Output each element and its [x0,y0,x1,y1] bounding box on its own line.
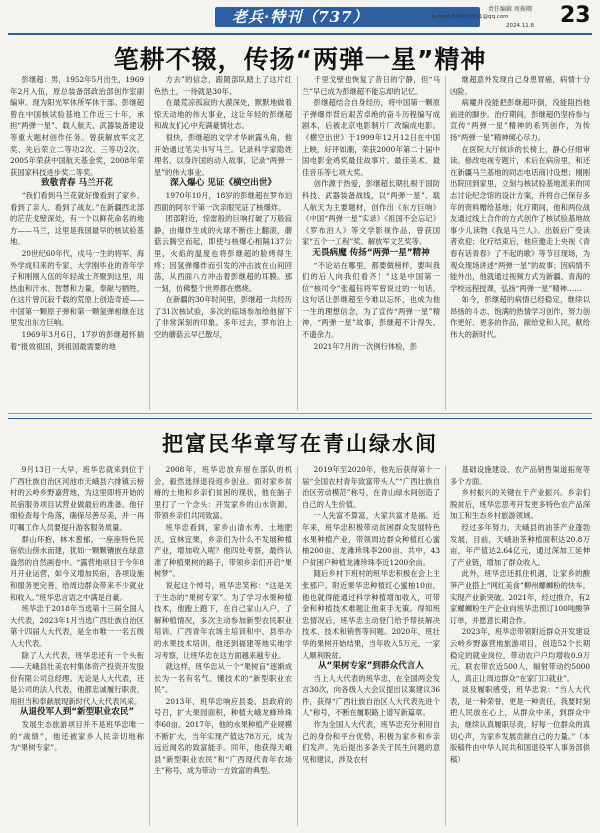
article1-column-1 [10,74,144,412]
body-paragraph: 就这样，班华忠从一个“果树盲”逐渐成长为一名有名气、懂技术的“新型职业农民”。 [154,662,292,695]
body-paragraph: 2023年，班华忠带领附近群众开发建设云岭乡野嘉营地旅游项目，创造52个长期稳定的就业岗位，带动农户户均增收0.9万元，联农带农近500人，辐射带动约5000人，真正让周边群众“在家门口就业”。 [450,627,590,683]
article-separator [8,413,592,414]
column-divider [445,466,446,826]
article2-column-2 [154,464,292,828]
issue-date: 2024.11.8 [506,23,534,29]
body-paragraph: 在医院大厅候诊的长椅上，静心仔细审读、修改电视专题片，术后在病房里，和还在新疆马兰基地的同志电话商讨设想；刚刚出院回到家里，立刻与核试验基地派来的同志讨论纪念馆的设计方案，并将自己保存多年的资料赠给基地；化疗期间，他和两位战友通过线上合作的方式创作了核试验基地故事少儿读物《我是马兰人》。出版后广受读者欢迎；化疗结束后，他应邀走上央视《青春有话青春》了不起的歌》等节目现场，为观众现场讲述“两弹一星”的故事；因病情不能外出，他就通过视频方式为新疆、青海的学校远程授课，弘扬“两弹一星”精神…… [450,144,590,293]
body-paragraph: 班华忠看到，家乡山清水秀、土地肥沃，宜林宜果，乡亲们为什么不发展种植产业，增加收入呢？他四处考察，最终认准了种植果树的路子，带领乡亲们开启“果树梦”。 [154,522,292,579]
body-paragraph: 发展生态旅游项目并不是班华忠唯一的“战绩”，他还被家乡人民亲切地称为“果树专家”。 [10,720,144,753]
body-paragraph: 基础设施建设、农产品销售渠道拓宽等多个方面。 [450,465,590,486]
body-paragraph: 9月13日一大早，班华忠就来到位于广西壮族自治区河池市天峨县六排镇云榜村的云岭乡野嘉营地，为这里即将开始的民宿服务项目试营业做最后的准备。他仔细检查每个角落，确保尽善尽美，并一再叮嘱工作人员要提升游客服务质量。 [10,465,144,532]
body-paragraph: 团部附近，惊雷般的巨响打破了万般寂静，由爆炸生成的火球不断往上翻滚，蘑菇云腾空而起，即使与核爆心相隔137公里，火焰的温度也将彭继超的脸烤得生疼；因氢弹爆炸而引发的冲击波在山间回荡，从西面八方冲击着彭继超的耳膜。那一刻，仿佛整个世界都在燃烧。 [154,214,292,293]
masthead [0,0,600,36]
page-number: 23 [560,3,591,28]
article1-column-3 [302,74,440,412]
body-paragraph: 2021年7月的一次例行体检，彭 [313,341,418,351]
article1-headline: 笔耕不辍，传扬“两弹一星”精神 [113,45,487,74]
body-paragraph: 班华忠于2018年当选第十三届全国人大代表，2023年1月当选广西壮族自治区第十四届人大代表，是全市唯一一名五级人大代表。 [10,604,144,648]
subheading: 从退役军人到“新型职业农民” [19,707,135,718]
subheading: 深入爆心 见证《横空出世》 [169,178,277,189]
body-paragraph: 2013年，班华忠响应县委、县政府的号召，扩大果园面积，种植大峨龙蜂珍珠李60亩。2017年，他的水果种植产业规模不断扩大，当年实现产值达78万元，成为远近闻名的致富能手。同年，他获得天峨县“新型职业农民”和“广西现代青年农场主”称号，成为带动一方致富的典型。 [154,696,292,776]
article-separator-accent [8,418,592,419]
body-paragraph: 20世纪60年代，戍马一生的将军、海外学成归来的专家、大学刚毕业的青年学子和刚刚入伍的年轻战士齐聚到这里，用热血和汗水、智慧和力量，奉献与牺牲，在这片曾沉寂千载的荒原上创造奇迹——中国第一颗原子弹和第一颗氢弹相继在这里发出东方巨响。 [10,248,144,328]
body-paragraph: 在最荒凉孤寂的大漠深处，默默地做着惊天动地的伟大事业，这让年轻的彭继超和战友们心中充满豪情壮志。 [154,98,292,131]
body-paragraph: 千里戈壁也恢复了昔日的宁静，但“马兰”早已成为彭继超不能忘却的记忆。 [302,75,440,96]
body-paragraph: 经过多年努力，天峨县的油茶产业蓬勃发展，目前，天峨油茶种植面积达20.8万亩，年产值达2.64亿元，通过深加工延伸了产业链，增加了群众收入。 [450,522,590,567]
section-title: 老兵·特刊（737） [232,8,369,26]
body-paragraph: 病魔并没能把彭继超吓倒，没能阻挡他前进的脚步。治疗期间，彭继超仍坚持参与宣传“两弹一星”精神的系列创作，为传扬“两弹一星”精神倾心尽力。 [450,98,590,142]
editor-email: e-mail:836902911@qq.com [432,14,509,20]
body-paragraph: “我们看到马兰花就好像看到了家乡、看到了亲人、看到了战友。”在新疆西北部的茫茫戈壁深处，有一个以鲜花命名的地方——马兰，这里是我国最早的核试验基地。 [10,190,144,247]
article2-column-4 [450,464,590,828]
body-paragraph: 一人先富不算富，大家共富才是福。近年来，班华忠积极带动贫困群众发展特色水果种植产业，带领周边群众种植红心蜜柚200亩、龙滩珍珠李200亩、共中，43户贫困户种植龙滩珍珠李近1200余亩。 [302,511,440,567]
body-paragraph: 2008年，班华忠放弃留在部队的机会，毅然选择退役返乡创业。面对家乡贫瘠的土地和乡亲们贫困的现状，他在脑子里打了一个念头：开发家乡的山水资源，带领乡亲们共同致富。 [154,465,292,521]
article2-column-3 [302,464,440,828]
body-paragraph: 谈及履职感受，班华忠说：“当人大代表，是一种荣誉，更是一种责任，我要时刻把人民放在心上，从群众中来，到群众中去，继续认真履职尽责，好每一位群众的真切心声，为家乡发展贡献自己的力量。”（本版稿件由中华人民共和国退役军人事务部供稿） [450,685,590,764]
body-paragraph: 彭继超结合自身经历，将中国第一颗原子弹爆炸背后艰苦卓绝的奋斗历程编写成剧本，后被北京电影制片厂改编成电影。《横空出世》于1999年12月12日在中国上映，好评如潮，荣获2000年第二十届中国电影金鸡奖最佳故事片、最佳美术、最佳音乐等七项大奖。 [302,98,440,177]
column-divider [297,466,298,826]
column-divider [149,76,150,410]
body-paragraph: 当上人大代表的班华忠，在全国两会发言30次，向各级人大会议提出议案建议36件，获得“广西壮族自治区人大代表先进个人”称号，不断在履职路上谱写新篇章。 [302,673,440,718]
column-divider [445,76,446,410]
body-paragraph: 彭继超：男，1952年5月出生，1969年2月入伍，原总装备部政治部创作室副编审。现为阳光军休所军休干部。彭继超曾在中国核试验基地工作近三十年，承担“两弹一星”、载人航天、武器装备建设等重大题材创作任务。曾获解放军文艺奖、先后荣立二等功2次、三等功2次。2005年荣获中国航天基金奖，2008年荣获国家科技进步奖二等奖。 [10,75,144,177]
body-paragraph: 乡村振兴的关键在于产业振兴。乡亲们脱贫后，班华忠思考开发更多特色农产品深加工和生态乡村旅游领域。 [450,488,590,521]
article1-column-2 [154,74,292,412]
column-divider [149,466,150,826]
body-paragraph: 除了人大代表，班华忠还有一个头衔——天峨县壮美农村集体资产投资开发股份有限公司总经理。无论是人大代表，还是公司的法人代表，他都忠诚履行职责，用担当和奉献展现新时代人大代表风采。 [10,650,144,706]
body-paragraph: 作为全国人大代表，班华忠充分利用自己的身份和平台优势，积极为家乡和乡亲们发声。先后提出多条关于民生问题的意见和建议，涉及农村 [302,720,440,764]
body-paragraph: 1969年3月6日，17岁的彭继超怀揣着“报效祖国，到祖国最需要的地 [10,330,144,351]
body-paragraph: 在新疆的30年时间里，彭继超一共经历了31次核试验，多次的临场参加给他留下了非常深刻的印象。多年过去，罗布泊上空的蘑菇云早已散尽， [154,295,292,340]
body-paragraph: 创作源于热爱，彭继超长期扎根于国防科技、武器装备战线，以“两弹一星”、载人航天为主要题材，创作出《东方巨响》《中国“两弹一星”实录》《祖国不会忘记》《罗布泊人》等文学影视作品，曾获国家“五个一工程”奖、解放军文艺奖等。 [302,179,440,247]
editor-credit: 责任编辑 周振卿 [488,6,532,13]
body-paragraph: 此外，班华忠还抓住机遇，让家乡的酸笋产业搭上“网红美食”柳州螺蛳粉的快车，实现产业新突破。2021年，经过推介，有2家螺蛳粉生产企业向班华忠预订100吨酸笋订单，并愿意长期合作。 [450,569,590,625]
body-paragraph: 2019年至2020年，他先后获得第十一届“全国农村青年致富带头人”“广西壮族自治区劳动模范”称号，在青山绿水间创造了自己的人生价值。 [302,465,440,509]
masthead-rule [8,33,592,35]
column-divider [297,76,298,410]
subheading: 无畏病魔 传扬“两弹一星”精神 [312,247,430,258]
article1-column-4 [450,74,590,412]
article2-headline: 把富民华章写在青山绿水间 [162,432,438,456]
body-paragraph: 如今，彭继超的病情已经稳定，继续以昂扬的斗志、饱满的热情学习创作，努力创作更好、更多的作品，献给党和人民，献给伟大的新时代。 [450,295,590,340]
body-paragraph: 继超意外发现自己身患胃癌，病情十分凶险。 [450,75,590,96]
subheading: 致敬青春 马兰开花 [41,178,113,189]
body-paragraph: “不论站在哪里，都要做榜样，要叫我们的后人向我们看齐！”这是中国第一位“核司令”张蕴钰将军曾说过的一句话，这句话让彭继超至今难以忘怀，也成为他一生的理想信念，为了宣传“两弹一星”精神，“两弹一星”故事，彭继超不计得失、不遗余力。 [302,260,440,340]
body-paragraph: 1970年10月，18岁的彭继超在罗布泊西面的阿尔干第一次亲眼见证了核爆炸。 [154,190,292,212]
body-paragraph: 方去”的信念，跟随部队踏上了这片红色热土，一待就是30年。 [154,75,292,96]
subheading: 从“果树专家”到群众代言人 [318,661,424,672]
body-paragraph: 很快，彭继超的文学才华崭露头角，他开始通过笔尖书写马兰。记录科学家隐姓埋名、以身许国的动人故事，记录“两弹一星”的伟大事业。 [154,132,292,177]
article2-column-1 [10,464,144,828]
body-paragraph: 群山环抱，林木葱郁，一座座特色民宿依山傍水而建，犹如一颗颗镶嵌在绿意盎然的自然画卷中。“露营地项目于今年8月开业运营，如今又增加民宿，各项设施和服务更完善，给周边群众带来不少就业和收入。”班华忠言语之中满是自豪。 [10,534,144,602]
body-paragraph: 随后乡村下班村的班华忠积极在会上主张那户。附近果华忠种植红心蜜柚10亩，他也就得能通过科学种植增加收入，可带金和种植技术难题让他束手无策。得知班忠情况后，班华忠主动登门给予帮扶解决技术、技术和销售等问题。2020年，班壮华的果树开始结果，当年收入5万元，一家人顺利脱贫。 [302,569,440,660]
body-paragraph: 说起这个绰号，班华忠笑称：“这是关于生态的“果树专家”。为了学习水果种植技术，他跑上跑下，在自己家山入户，了解种植情况，多次主动参加新型农民职业培训、广西青年农场主培训和中、县举办的水果技术培训，他还到福建等地实地学习考察，让班华忠在这方面越来越专业。 [154,580,292,660]
